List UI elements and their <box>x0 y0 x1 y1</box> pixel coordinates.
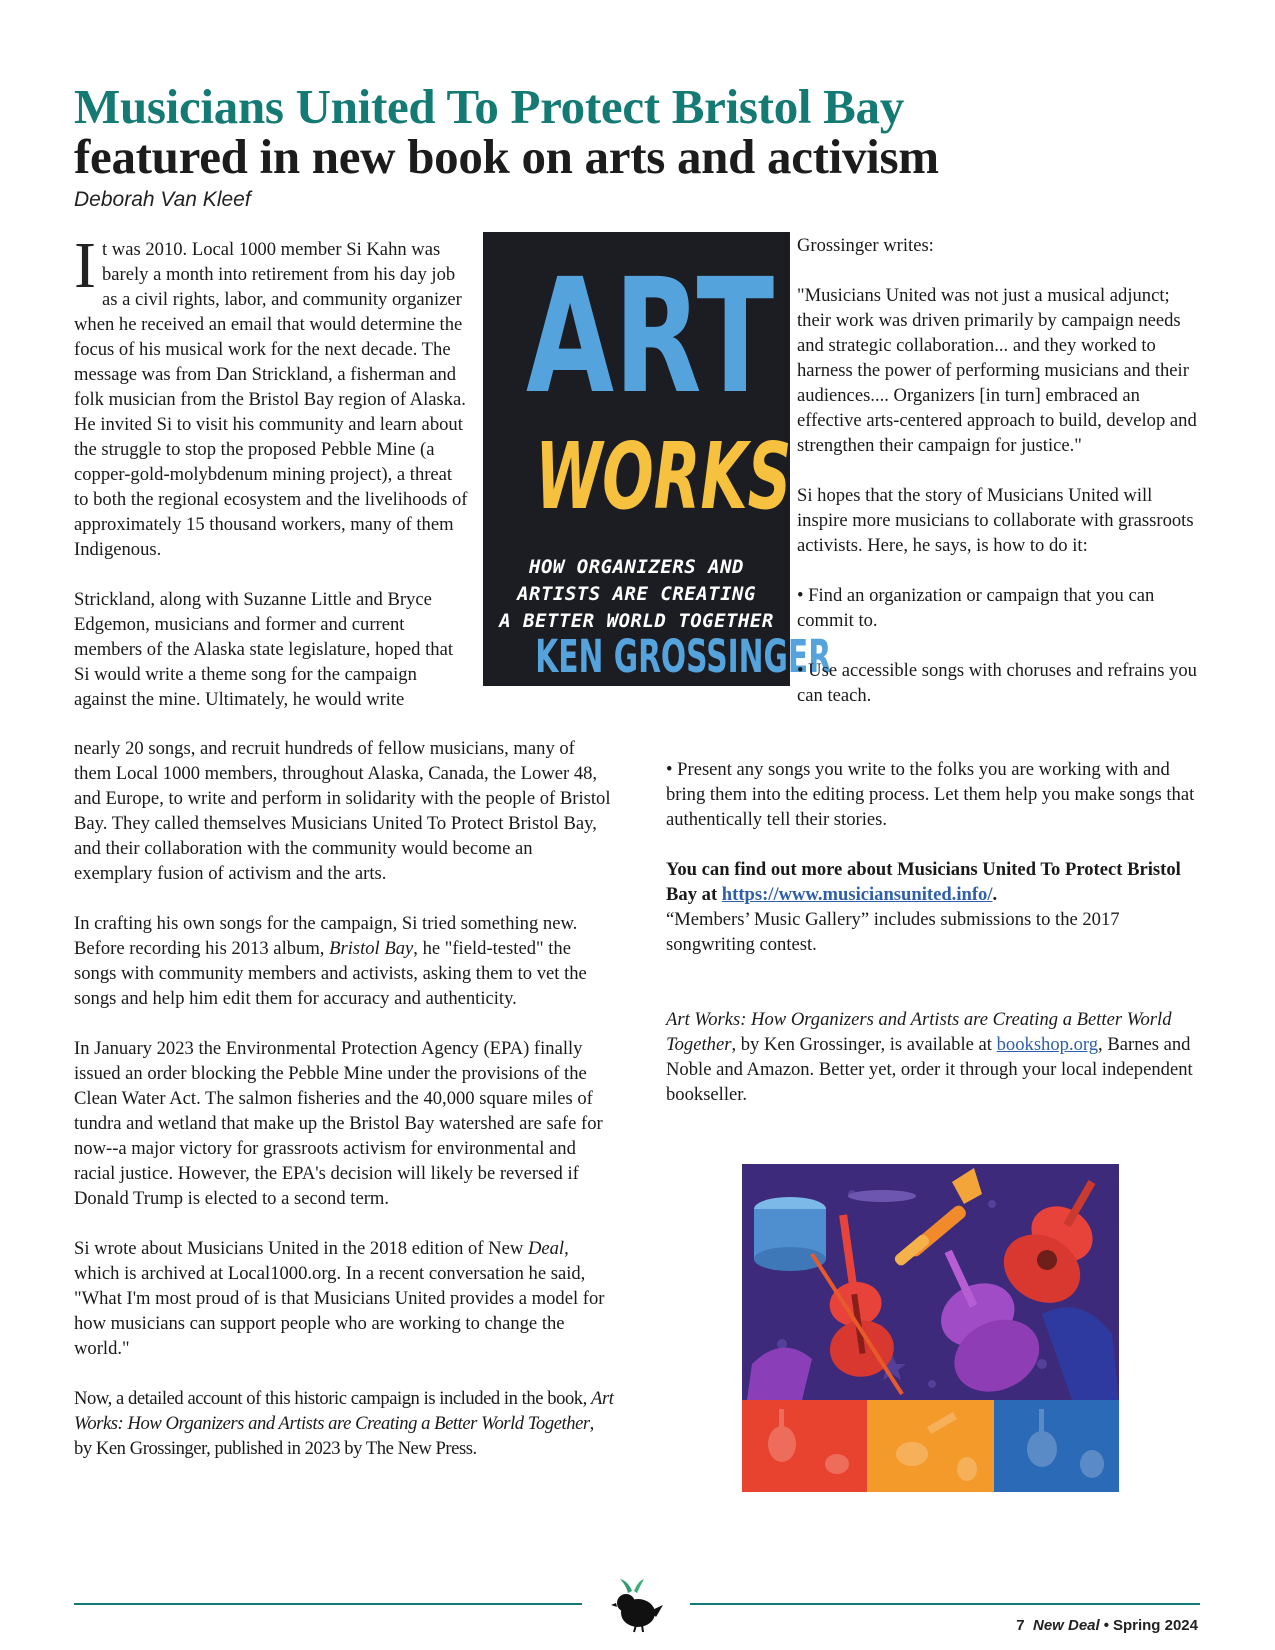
text-run: Si wrote about Musicians United in the 2018 edition of New <box>74 1238 528 1259</box>
book-cover-subtitle-line: ARTISTS ARE CREATING <box>517 583 756 605</box>
footer-rule-left <box>74 1603 582 1605</box>
article-column-left-wide <box>74 736 614 1461</box>
article-title-line-1: Musicians United To Protect Bristol Bay <box>74 79 904 134</box>
text-run: , by Ken Grossinger, published in 2023 by The New Press. <box>74 1413 594 1459</box>
text-run: , which is archived at Local1000.org. In a recent conversation he said, "What I'm most proud of is that Musicians United provides a model for how musicians can support people who are working to change the world." <box>74 1238 605 1359</box>
text-run: You can find out more about Musicians United To Protect Bristol Bay at <box>666 859 1181 905</box>
footer-rule-right <box>690 1603 1200 1605</box>
bullet-item: • Use accessible songs with choruses and refrains you can teach. <box>797 660 1197 706</box>
article-title-line-2: featured in new book on arts and activism <box>74 129 939 184</box>
paragraph-strickland: Strickland, along with Suzanne Little and Bryce Edgemon, musicians and former and current members of the Alaska state legislature, hoped that Si would write a theme song for the campaign against the mine. Ultimately, he would write <box>74 589 453 710</box>
book-cover-author: KEN GROSSINGER <box>535 630 832 683</box>
issue-label: Spring 2024 <box>1112 1617 1198 1634</box>
musical-instruments-illustration <box>742 1164 1119 1492</box>
book-cover-subtitle-line: A BETTER WORLD TOGETHER <box>499 610 774 632</box>
bookshop-link[interactable]: bookshop.org <box>996 1034 1099 1055</box>
paragraph-availability <box>666 1007 1206 1107</box>
text-run: , by Ken Grossinger, is available at <box>731 1034 997 1055</box>
instruments-artwork <box>742 1164 1119 1492</box>
paragraph-grossinger-writes: Grossinger writes: <box>797 235 934 256</box>
article-column-right-wide <box>666 757 1206 1107</box>
page-folio <box>900 1617 1198 1634</box>
article-column-right-top <box>797 233 1197 708</box>
paragraph-songs: nearly 20 songs, and recruit hundreds of fellow musicians, many of them Local 1000 members, throughout Alaska, Canada, the Lower 48, and Europe, to write and perform in solidarity with the people of Bristol Bay. They called themselves Musicians United To Protect Bristol Bay, and their collaboration with the community would become an exemplary fusion of activism and the arts. <box>74 738 611 884</box>
text-run: , he "field-tested" the songs with community members and activists, asking them to vet the songs and help him edit them for accuracy and authenticity. <box>74 938 587 1009</box>
musiciansunited-link[interactable]: https://www.musiciansunited.info/ <box>721 884 993 905</box>
text-run: Now, a detailed account of this historic campaign is included in the book, <box>74 1388 592 1409</box>
book-cover-subtitle-line: HOW ORGANIZERS AND <box>529 556 744 578</box>
text-run: In crafting his own songs for the campaign, Si tried something new. Before recording his 2013 album, <box>74 913 578 959</box>
book-cover-image <box>483 232 832 686</box>
author-byline: Deborah Van Kleef <box>74 188 251 211</box>
folio-separator: • <box>1103 1617 1109 1634</box>
paragraph-intro <box>74 229 469 562</box>
text-run: . <box>992 884 998 905</box>
drop-cap: I <box>74 229 96 302</box>
publication-title: New Deal <box>1032 1617 1100 1634</box>
bullet-item: • Find an organization or campaign that you can commit to. <box>797 585 1155 631</box>
book-title: Art Works: How Organizers and Artists are Creating a Better World Together <box>74 1388 614 1434</box>
quote-grossinger: "Musicians United was not just a musical adjunct; their work was driven primarily by campaign needs and strategic collaboration... and they worked to harness the power of performing musicians and their audiences.... Organizers [in turn] embraced an effective arts-centered approach to build, develop and strengthen their campaign for justice." <box>797 285 1197 456</box>
paragraph-crafting <box>74 911 614 1011</box>
paragraph-new-deal <box>74 1236 614 1361</box>
paragraph-book-account <box>74 1386 614 1461</box>
publication-name: Deal <box>527 1238 565 1259</box>
paragraph-epa: In January 2023 the Environmental Protection Agency (EPA) finally issued an order blocking the Pebble Mine under the provisions of the Clean Water Act. The salmon fisheries and the 40,000 square miles of tundra and wetland that make up the Bristol Bay watershed are safe for now--a major victory for grassroots activism for environmental and racial justice. However, the EPA's decision will likely be reversed if Donald Trump is elected to a second term. <box>74 1038 603 1209</box>
text-run: “Members’ Music Gallery” includes submissions to the 2017 songwriting contest. <box>666 909 1120 955</box>
album-title: Bristol Bay <box>329 938 414 959</box>
bullet-item: • Present any songs you write to the folks you are working with and bring them into the editing process. Let them help you make songs that authentically tell their stories. <box>666 759 1195 830</box>
text-run: , Barnes and Noble and Amazon. Better yet, order it through your local independent bookseller. <box>666 1034 1193 1105</box>
article-column-left-top <box>74 229 469 712</box>
book-cover-title-works: WORKS <box>535 423 792 530</box>
book-cover-subtitle <box>483 554 790 635</box>
book-cover-title-art: ART <box>525 245 775 429</box>
page-number: 7 <box>1016 1617 1025 1634</box>
paragraph-intro-text: t was 2010. Local 1000 member Si Kahn was barely a month into retirement from his day job as a civil rights, labor, and community organizer when he received an email that would determine the focus of his musical work for the next decade. The message was from Dan Strickland, a fisherman and folk musician from the Bristol Bay region of Alaska. He invited Si to visit his community and learn about the struggle to stop the proposed Pebble Mine (a copper-gold-molybdenum mining project), a threat to both the regional ecosystem and the livelihoods of approximately 15 thousand workers, many of them Indigenous. <box>74 239 468 560</box>
paragraph-find-more <box>666 857 1206 957</box>
book-title: Art Works: How Organizers and Artists are Creating a Better World Together <box>666 1009 1172 1055</box>
paragraph-si-hopes: Si hopes that the story of Musicians United will inspire more musicians to collaborate with grassroots activists. Here, he says, is how to do it: <box>797 485 1194 556</box>
bird-logo-icon <box>610 1577 664 1633</box>
